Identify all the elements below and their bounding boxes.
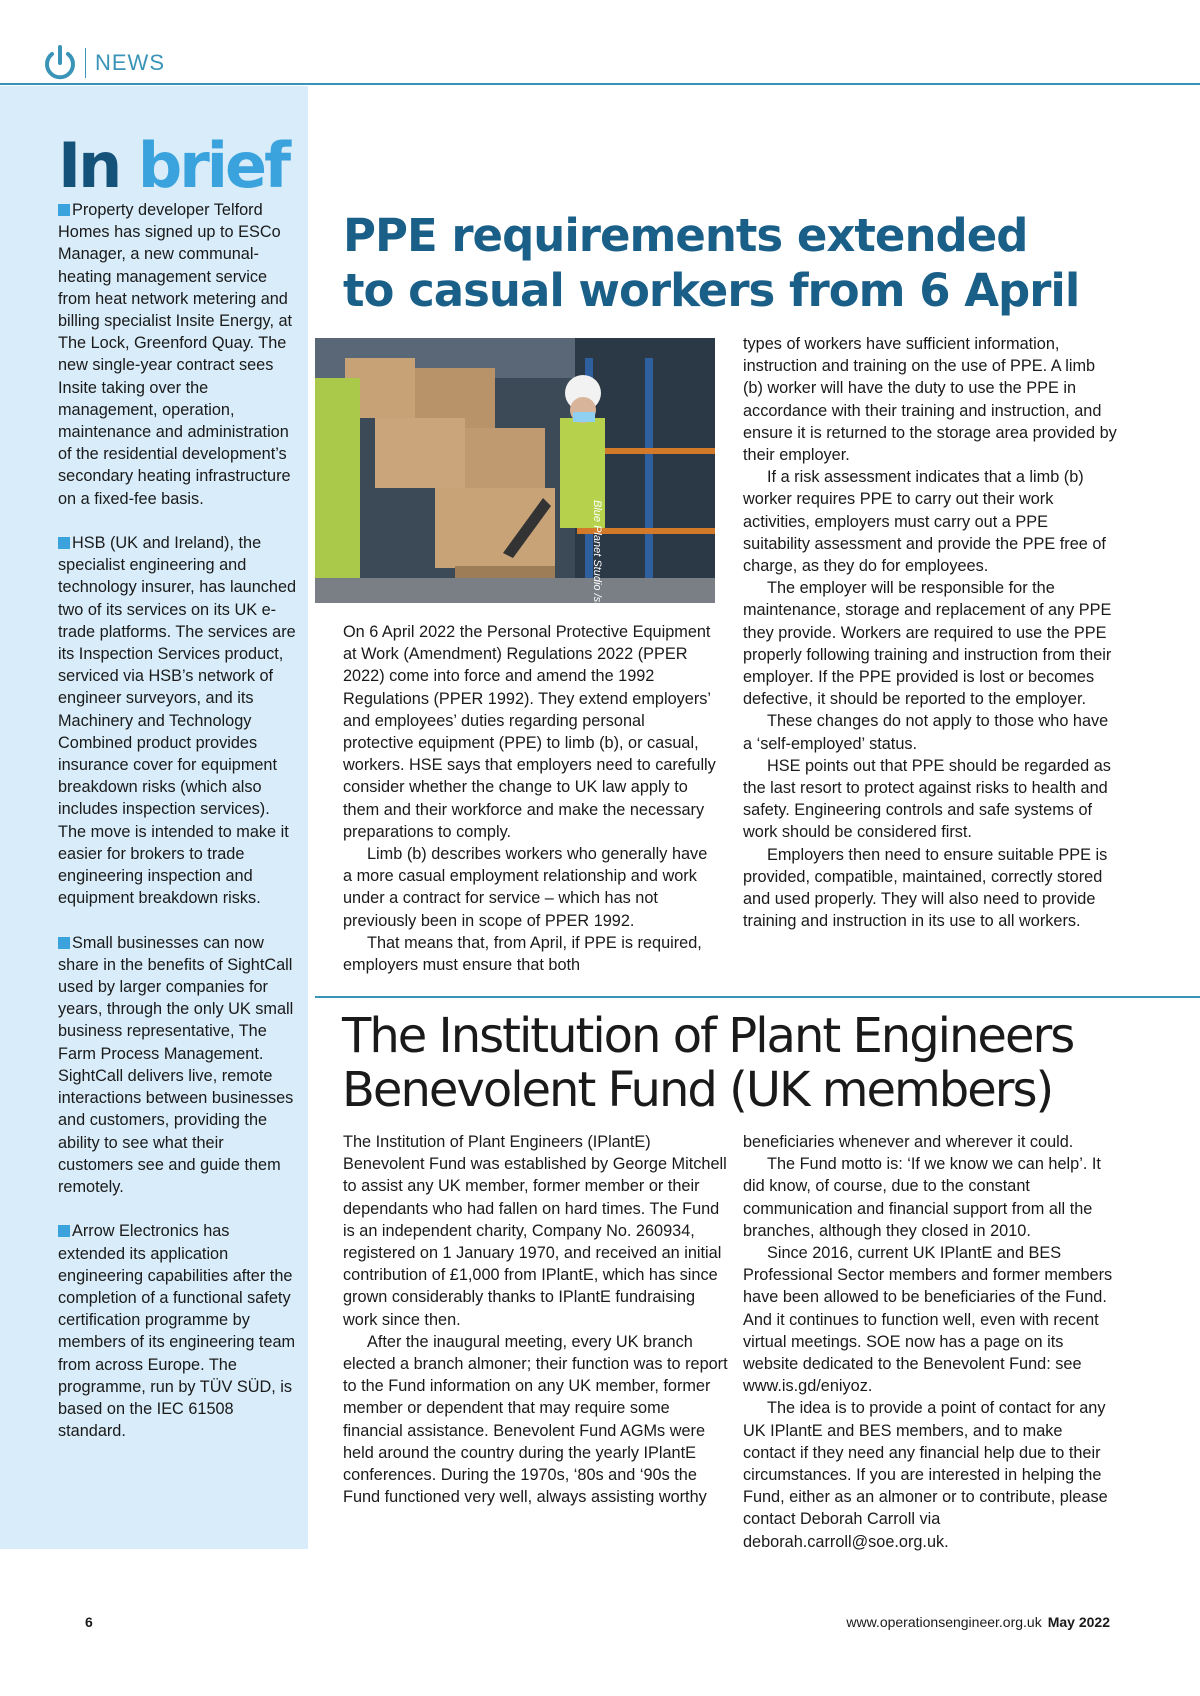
brief-item-text: Arrow Electronics has extended its application engineering capabilities after the completion of a functional safety certification programme by members of its engineering team from across Europe. The programme, run by TÜV SÜD, is based on the IEC 61508 standard. — [58, 1222, 296, 1441]
square-bullet-icon — [58, 537, 70, 549]
header-divider — [85, 48, 86, 78]
brief-item-text: HSB (UK and Ireland), the specialist engineering and technology insurer, has launched two of its services on its UK e-trade platforms. The services are its Inspection Services product, serviced via HSB’s network of engineer surveyors, and its Machinery and Technology Combined product provides insurance cover for equipment breakdown risks (which also includes inspection services). The move is intended to make it easier for brokers to trade engineering inspection and equipment breakdown risks. — [58, 534, 297, 908]
brief-item-text: Property developer Telford Homes has signed up to ESCo Manager, a new communal-heating management service from heat network metering and billing specialist Insite Energy, at The Lock, Greenford Quay. The new single-year contract sees Insite taking over the management, operation, maintenance and administration of the residential development’s secondary heating infrastructure on a fixed-fee basis. — [58, 201, 293, 508]
in-brief-title-word1: In — [58, 129, 120, 202]
paragraph: These changes do not apply to those who have a ‘self-employed’ status. — [743, 712, 1109, 753]
paragraph: On 6 April 2022 the Personal Protective Equipment at Work (Amendment) Regulations 2022 (PPER 2022) come into force and amend the 1992 Regulations (PPER 1992). They extend employers’ and employees’ duties regarding personal protective equipment (PPE) to limb (b), or casual, workers. HSE says that employers need to carefully consider whether the change to UK law apply to them and their workforce and make the necessary preparations to comply. — [343, 623, 716, 841]
header-rule — [0, 83, 1200, 85]
paragraph: types of workers have sufficient information, instruction and training on the use of PPE. A limb (b) worker will have the duty to use the PPE in accordance with their training and instruction, and ensure it is returned to the storage area provided by their employer. — [743, 335, 1117, 465]
issue-date: May 2022 — [1047, 1614, 1110, 1630]
paragraph: beneficiaries whenever and wherever it could. — [743, 1133, 1074, 1151]
paragraph: If a risk assessment indicates that a limb (b) worker requires PPE to carry out their work activities, employers must carry out a PPE suitability assessment and provide the PPE free of charge, as they do for employees. — [743, 468, 1106, 576]
brief-item-text: Small businesses can now share in the benefits of SightCall used by larger companies for years, through the only UK small business representative, The Farm Process Management. SightCall delivers live, remote interactions between businesses and customers, providing the ability to see what their customers see and guide them remotely. — [58, 933, 294, 1196]
warehouse-workers-photo — [315, 338, 715, 603]
brief-list — [58, 199, 298, 1465]
in-brief-title — [58, 130, 288, 202]
ppe-right-column — [743, 333, 1118, 932]
square-bullet-icon — [58, 937, 70, 949]
website-link[interactable]: www.operationsengineer.org.uk — [846, 1614, 1042, 1630]
ipe-right-column — [743, 1131, 1118, 1553]
ppe-left-column — [343, 621, 718, 976]
paragraph: Limb (b) describes workers who generally have a more casual employment relationship and work under a contract for service – which has not previously been in scope of PPER 1992. — [343, 845, 708, 930]
paragraph: The idea is to provide a point of contact for any UK IPlantE and BES members, and to make contact if they need any financial help due to their circumstances. If you are interested in helping the Fund, either as an almoner or to contribute, please contact Deborah Carroll via deborah.carroll@soe.org.uk. — [743, 1399, 1108, 1551]
paragraph: The Fund motto is: ‘If we know we can help’. It did know, of course, due to the constant communication and financial support from all the branches, although they closed in 2010. — [743, 1155, 1101, 1240]
power-icon — [42, 44, 78, 84]
footer-site — [846, 1614, 1110, 1630]
ipe-title-line1: The Institution of Plant Engineers — [342, 1008, 1074, 1064]
ipe-left-column — [343, 1131, 728, 1508]
paragraph: Since 2016, current UK IPlantE and BES Professional Sector members and former members have been allowed to be beneficiaries of the Fund. And it continues to function well, even with recent virtual meetings. SOE now has a page on its website dedicated to the Benevolent Fund: see www.is.gd/eniyoz. — [743, 1244, 1113, 1396]
brief-item — [58, 532, 298, 909]
ppe-title-line1: PPE requirements extended — [343, 209, 1028, 262]
square-bullet-icon — [58, 204, 70, 216]
square-bullet-icon — [58, 1225, 70, 1237]
brief-item — [58, 932, 298, 1198]
in-brief-title-word2: brief — [137, 129, 289, 202]
ppe-title-line2: to casual workers from 6 April — [343, 264, 1080, 317]
paragraph: Employers then need to ensure suitable PPE is provided, compatible, maintained, correctly stored and used properly. They will also need to provide training and instruction in its use to all workers. — [743, 845, 1108, 931]
paragraph: After the inaugural meeting, every UK branch elected a branch almoner; their function was to report to the Fund information on any UK member, former member or dependent that may require some financial assistance. Benevolent Fund AGMs were held around the country during the yearly IPlantE conferences. During the 1970s, ‘80s and ‘90s the Fund functioned very well, always assisting worthy — [343, 1332, 728, 1507]
article-divider — [315, 996, 1200, 998]
page-number: 6 — [85, 1614, 93, 1630]
brief-item — [58, 199, 298, 510]
paragraph: That means that, from April, if PPE is required, employers must ensure that both — [343, 933, 702, 975]
ppe-article-title — [343, 208, 1079, 318]
page-header — [0, 0, 1200, 86]
ipe-title-line2: Benevolent Fund (UK members) — [342, 1062, 1053, 1118]
paragraph: HSE points out that PPE should be regarded as the last resort to protect against risks to health and safety. Engineering controls and safe systems of work should be considered first. — [743, 756, 1111, 842]
section-label: NEWS — [95, 50, 165, 75]
brief-item — [58, 1220, 298, 1442]
ipe-article-title — [342, 1009, 1073, 1117]
photo-credit: Blue Planet Studio /stock.adobe.com — [591, 500, 603, 680]
paragraph: The employer will be responsible for the maintenance, storage and replacement of any PPE they provide. Workers are required to use the PPE properly following training and instruction from their employer. If the PPE provided is lost or becomes defective, it should be reported to the employer. — [743, 579, 1112, 709]
paragraph: The Institution of Plant Engineers (IPlantE) Benevolent Fund was established by George Mitchell to assist any UK member, former member or their dependants who had fallen on hard times. The Fund is an independent charity, Company No. 260934, registered on 1 January 1970, and received an initial contribution of £1,000 from IPlantE, which has since grown considerably thanks to IPlantE fundraising work since then. — [343, 1133, 727, 1329]
